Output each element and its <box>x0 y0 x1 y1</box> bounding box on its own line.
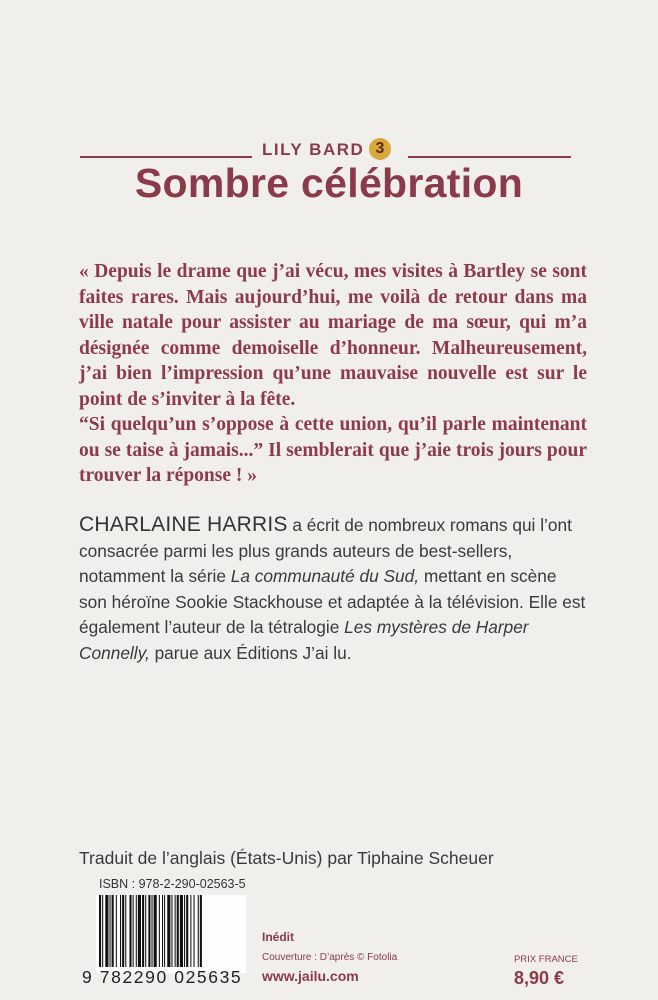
left-rule <box>80 156 252 158</box>
price-label: PRIX FRANCE <box>514 954 578 965</box>
series-name: LILY BARD <box>262 140 365 159</box>
blurb-paragraph-2: “Si quelqu’un s’oppose à cette union, qu’il parle maintenant ou se taise à jamais...” Il semblerait que j’aie trois jours pour trouver la réponse ! » <box>79 414 587 486</box>
series-title-1: La communauté du Sud, <box>230 566 420 587</box>
author-name: CHARLAINE HARRIS <box>79 513 288 536</box>
series-title-2: Les mystères de Harper Connelly, <box>79 617 529 663</box>
bio-text-3: parue aux Éditions J’ai lu. <box>149 642 352 663</box>
bio-text-1: a écrit de nombreux romans qui l’ont consacrée parmi les plus grands auteurs de best-sellers, notamment la série <box>79 515 572 587</box>
publisher-website: www.jailu.com <box>262 968 359 984</box>
series-number-badge: 3 <box>369 138 391 160</box>
price: 8,90 € <box>514 968 565 988</box>
right-rule <box>408 156 571 158</box>
barcode-icon <box>96 895 246 973</box>
translator-credit: Traduit de l’anglais (États-Unis) par Tiphaine Scheuer <box>79 848 494 868</box>
barcode-number: 9 782290 025635 <box>82 967 243 987</box>
cover-credit: Couverture : D’après © Fotolia <box>262 952 398 963</box>
blurb-paragraph-1: « Depuis le drame que j’ai vécu, mes visites à Bartley se sont faites rares. Mais aujourd’hui, me voilà de retour dans ma ville natale pour assister au mariage de ma sœur, qui m’a désignée comme demoiselle d’honneur. Malheureusement, j’ai bien l’impression qu’une mauvaise nouvelle est sur le point de s’inviter à la fête. <box>79 261 587 410</box>
bio-text-2: mettant en scène son héroïne Sookie Stackhouse et adaptée à la télévision. Elle est également l’auteur de la tétralogie <box>79 566 586 638</box>
author-bio <box>79 512 587 667</box>
isbn: ISBN : 978-2-290-02563-5 <box>99 877 246 891</box>
unpublished-label: Inédit <box>262 930 294 944</box>
book-title: Sombre célébration <box>134 160 524 206</box>
